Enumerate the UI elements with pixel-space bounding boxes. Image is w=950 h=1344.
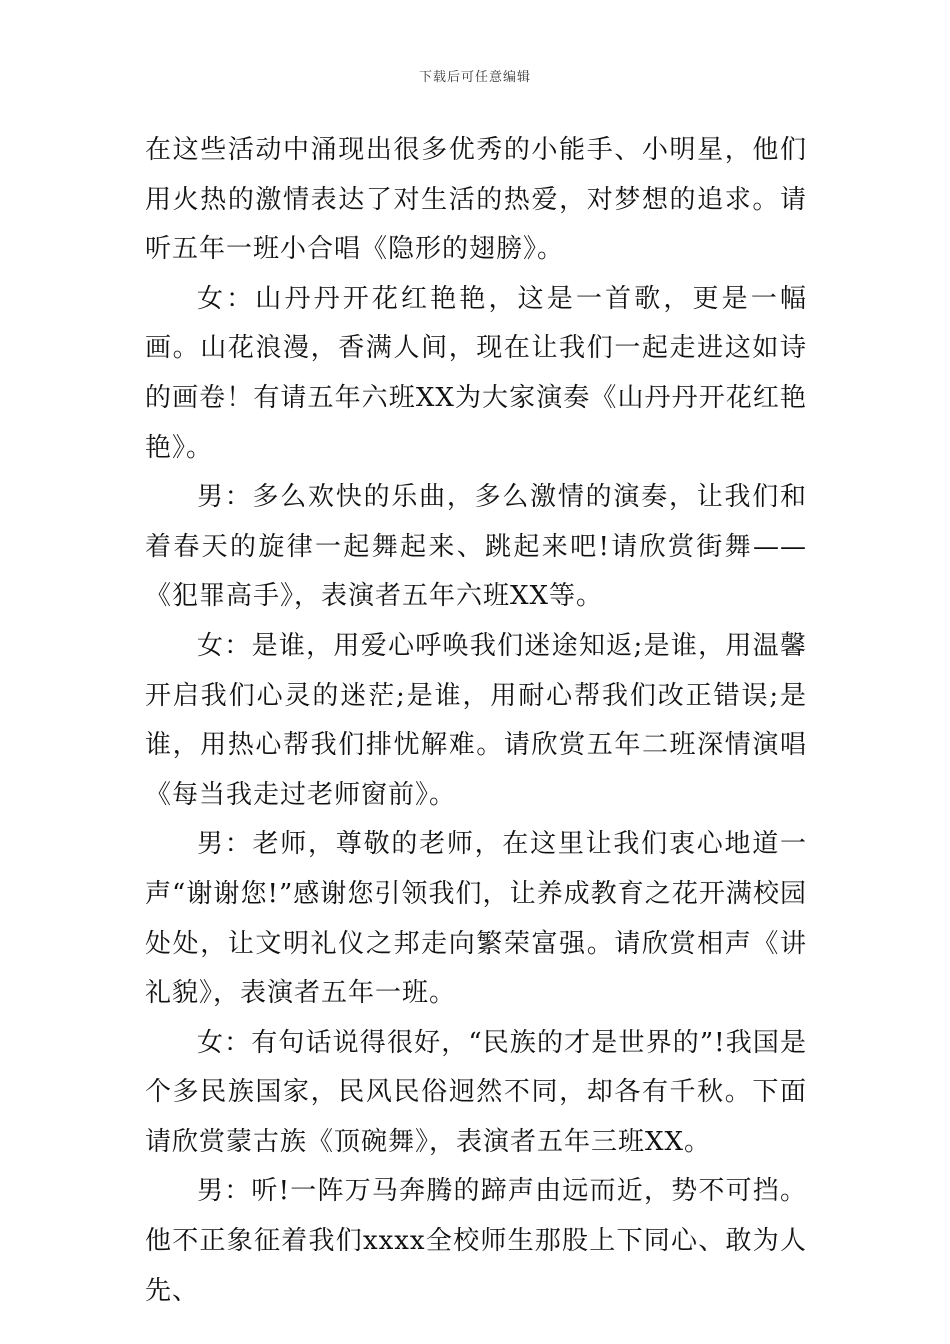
paragraph: 在这些活动中涌现出很多优秀的小能手、小明星，他们用火热的激情表达了对生活的热爱，对梦想的追求。请听五年一班小合唱《隐形的翅膀》。 <box>145 135 807 265</box>
paragraph: 男：老师，尊敬的老师，在这里让我们衷心地道一声“谢谢您!”感谢您引领我们，让养成教育之花开满校园处处，让文明礼仪之邦走向繁荣富强。请欣赏相声《讲礼貌》，表演者五年一班。 <box>145 829 807 1009</box>
document-body <box>145 126 807 1316</box>
paragraph: 女：山丹丹开花红艳艳，这是一首歌，更是一幅画。山花浪漫，香满人间，现在让我们一起走进这如诗的画卷！有请五年六班XX为大家演奏《山丹丹开花红艳艳》。 <box>145 283 807 463</box>
page-header-note: 下载后可任意编辑 <box>418 70 531 85</box>
paragraph: 男：多么欢快的乐曲，多么激情的演奏，让我们和着春天的旋律一起舞起来、跳起来吧!请欣赏街舞——《犯罪高手》，表演者五年六班XX等。 <box>145 482 807 612</box>
paragraph: 女：是谁，用爱心呼唤我们迷途知返;是谁，用温馨开启我们心灵的迷茫;是谁，用耐心帮我们改正错误;是谁，用热心帮我们排忧解难。请欣赏五年二班深情演唱《每当我走过老师窗前》。 <box>145 630 807 810</box>
paragraph: 男：听!一阵万马奔腾的蹄声由远而近，势不可挡。他不正象征着我们xxxx全校师生那股上下同心、敢为人先、 <box>145 1176 807 1306</box>
paragraph: 女：有句话说得很好，“民族的才是世界的”!我国是个多民族国家，民风民俗迥然不同，却各有千秋。下面请欣赏蒙古族《顶碗舞》，表演者五年三班XX。 <box>145 1027 807 1157</box>
